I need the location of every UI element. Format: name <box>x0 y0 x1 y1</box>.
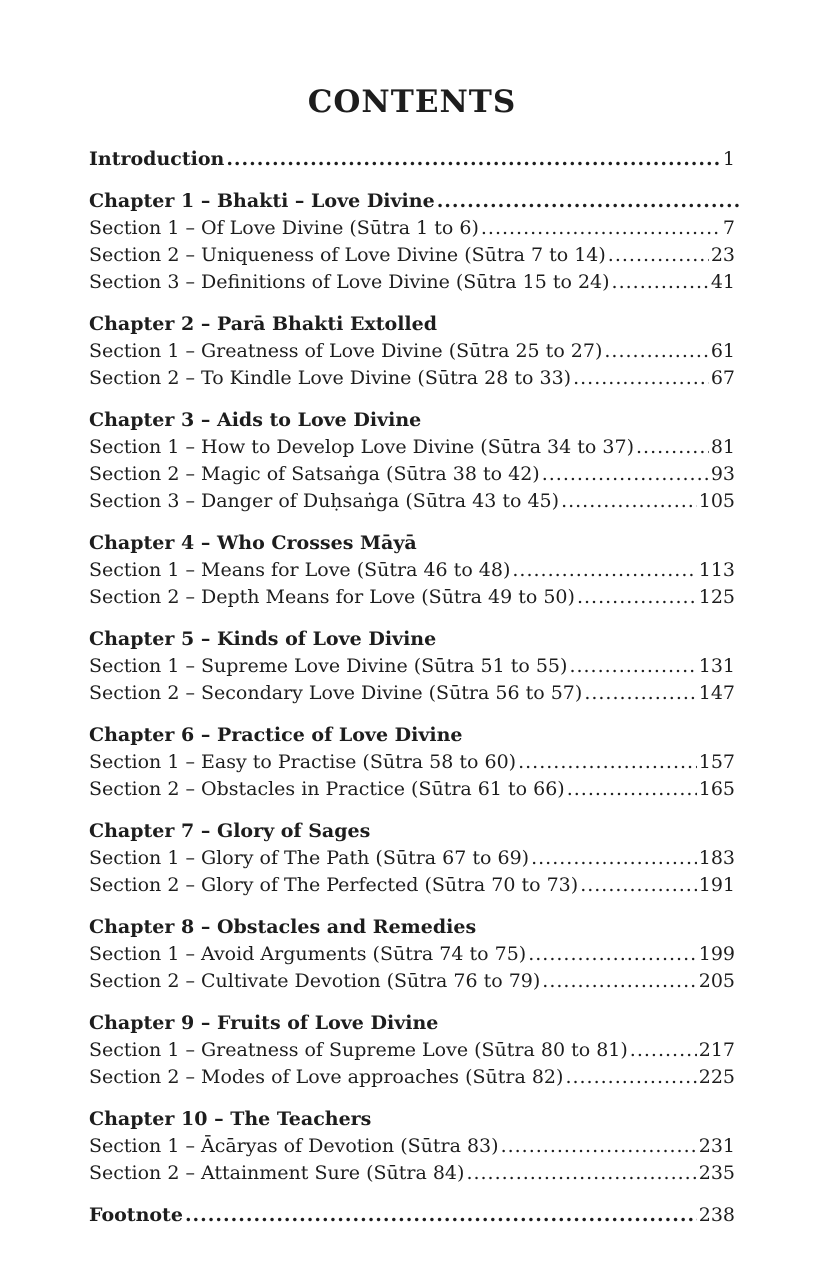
dot-leader <box>612 269 709 296</box>
dot-leader <box>577 584 697 611</box>
toc-page-number: 217 <box>698 1039 735 1061</box>
dot-leader <box>226 146 721 173</box>
toc-entry-section[interactable] <box>89 557 735 584</box>
toc-entry-introduction[interactable] <box>89 146 735 173</box>
toc-page-number: 183 <box>698 847 735 869</box>
chapter-block <box>89 530 735 611</box>
toc-page-number: 7 <box>722 217 735 239</box>
chapter-block <box>89 188 735 296</box>
dot-leader <box>437 188 742 215</box>
dot-leader <box>481 215 721 242</box>
dot-leader <box>542 461 709 488</box>
chapter-heading[interactable] <box>89 914 735 941</box>
chapter-title: Chapter 3 – Aids to Love Divine <box>89 409 422 431</box>
dot-leader <box>569 653 696 680</box>
toc-page-number: 205 <box>698 970 735 992</box>
toc-page-number: 67 <box>710 367 735 389</box>
toc-entry-label: Section 2 – Depth Means for Love (Sūtra 49 to 50) <box>89 586 575 608</box>
chapter-heading[interactable] <box>89 530 735 557</box>
toc-entry-label: Section 2 – Uniqueness of Love Divine (Sūtra 7 to 14) <box>89 244 606 266</box>
chapter-block <box>89 818 735 899</box>
toc-entry-label: Section 2 – Magic of Satsaṅga (Sūtra 38 to 42) <box>89 463 540 485</box>
page-title: CONTENTS <box>307 84 517 120</box>
chapter-title: Chapter 8 – Obstacles and Remedies <box>89 916 477 938</box>
toc-entry-section[interactable] <box>89 269 735 296</box>
toc-page-number: 199 <box>698 943 735 965</box>
toc-page-number: 147 <box>698 682 735 704</box>
chapter-title: Chapter 4 – Who Crosses Māyā <box>89 532 417 554</box>
toc-entry-section[interactable] <box>89 584 735 611</box>
toc-entry-label: Section 2 – Attainment Sure (Sūtra 84) <box>89 1162 465 1184</box>
dot-leader <box>567 776 697 803</box>
toc-entry-section[interactable] <box>89 845 735 872</box>
dot-leader <box>528 941 697 968</box>
dot-leader <box>512 557 696 584</box>
dot-leader <box>604 338 708 365</box>
chapter-title: Chapter 7 – Glory of Sages <box>89 820 371 842</box>
toc-entry-section[interactable] <box>89 968 735 995</box>
toc-entry-section[interactable] <box>89 1037 735 1064</box>
toc-entry-section[interactable] <box>89 872 735 899</box>
toc-entry-label: Section 1 – How to Develop Love Divine (Sūtra 34 to 37) <box>89 436 634 458</box>
chapter-block <box>89 914 735 995</box>
toc-page-number: 225 <box>698 1066 735 1088</box>
dot-leader <box>565 1064 696 1091</box>
chapter-title: Chapter 10 – The Teachers <box>89 1108 372 1130</box>
toc-entry-label: Introduction <box>89 148 225 170</box>
chapter-heading[interactable] <box>89 818 735 845</box>
dot-leader <box>636 434 709 461</box>
toc-entry-label: Section 1 – Greatness of Love Divine (Sūtra 25 to 27) <box>89 340 603 362</box>
toc-page-number: 81 <box>710 436 735 458</box>
dot-leader <box>630 1037 697 1064</box>
chapter-heading[interactable] <box>89 1010 735 1037</box>
toc-entry-label: Section 2 – Cultivate Devotion (Sūtra 76 to 79) <box>89 970 541 992</box>
toc-page-number: 105 <box>698 490 735 512</box>
toc-entry-section[interactable] <box>89 776 735 803</box>
toc-entry-label: Section 3 – Definitions of Love Divine (Sūtra 15 to 24) <box>89 271 610 293</box>
toc-page-number: 238 <box>698 1204 735 1226</box>
toc-entry-section[interactable] <box>89 338 735 365</box>
toc-entry-label: Section 1 – Glory of The Path (Sūtra 67 to 69) <box>89 847 530 869</box>
chapter-title: Chapter 6 – Practice of Love Divine <box>89 724 463 746</box>
toc-entry-section[interactable] <box>89 365 735 392</box>
dot-leader <box>501 1133 697 1160</box>
chapter-title: Chapter 5 – Kinds of Love Divine <box>89 628 437 650</box>
toc-entry-label: Section 1 – Ācāryas of Devotion (Sūtra 83) <box>89 1135 499 1157</box>
chapter-list <box>89 188 735 1187</box>
chapter-heading[interactable] <box>89 722 735 749</box>
toc-page-number: 61 <box>710 340 735 362</box>
toc-entry-section[interactable] <box>89 653 735 680</box>
chapter-heading[interactable] <box>89 188 735 215</box>
toc-entry-label: Section 2 – Modes of Love approaches (Sūtra 82) <box>89 1066 564 1088</box>
chapter-heading[interactable] <box>89 1106 735 1133</box>
toc-page-number: 1 <box>722 148 735 170</box>
toc-entry-footnote[interactable] <box>89 1202 735 1229</box>
dot-leader <box>542 968 696 995</box>
chapter-heading[interactable] <box>89 407 735 434</box>
toc-entry-label: Section 1 – Easy to Practise (Sūtra 58 to 60) <box>89 751 517 773</box>
dot-leader <box>584 680 696 707</box>
toc-entry-label: Section 1 – Avoid Arguments (Sūtra 74 to 75) <box>89 943 527 965</box>
toc-entry-label: Section 2 – Obstacles in Practice (Sūtra 61 to 66) <box>89 778 565 800</box>
toc-entry-label: Section 1 – Of Love Divine (Sūtra 1 to 6) <box>89 217 479 239</box>
chapter-heading[interactable] <box>89 626 735 653</box>
chapter-title: Chapter 9 – Fruits of Love Divine <box>89 1012 439 1034</box>
dot-leader <box>580 872 697 899</box>
dot-leader <box>531 845 697 872</box>
chapter-block <box>89 722 735 803</box>
toc-entry-section[interactable] <box>89 434 735 461</box>
toc-entry-section[interactable] <box>89 680 735 707</box>
dot-leader <box>185 1202 697 1229</box>
toc-entry-label: Section 2 – Glory of The Perfected (Sūtra 70 to 73) <box>89 874 579 896</box>
chapter-title: Chapter 2 – Parā Bhakti Extolled <box>89 313 438 335</box>
dot-leader <box>466 1160 696 1187</box>
chapter-block <box>89 1106 735 1187</box>
toc-page-number: 125 <box>698 586 735 608</box>
toc-entry-section[interactable] <box>89 941 735 968</box>
toc-page-number: 131 <box>698 655 735 677</box>
dot-leader <box>608 242 709 269</box>
toc-entry-section[interactable] <box>89 215 735 242</box>
toc-entry-section[interactable] <box>89 1133 735 1160</box>
chapter-title: Chapter 1 – Bhakti – Love Divine <box>89 190 435 212</box>
toc-entry-section[interactable] <box>89 1064 735 1091</box>
contents-page <box>89 84 735 1229</box>
chapter-block <box>89 407 735 515</box>
chapter-block <box>89 311 735 392</box>
toc-entry-label: Section 3 – Danger of Duḥsaṅga (Sūtra 43 to 45) <box>89 490 560 512</box>
dot-leader <box>573 365 709 392</box>
toc-page-number: 165 <box>698 778 735 800</box>
chapter-block <box>89 1010 735 1091</box>
toc-entry-label: Section 2 – To Kindle Love Divine (Sūtra 28 to 33) <box>89 367 572 389</box>
toc-entry-section[interactable] <box>89 242 735 269</box>
toc-page-number: 41 <box>710 271 735 293</box>
dot-leader <box>561 488 697 515</box>
toc-entry-section[interactable] <box>89 461 735 488</box>
toc-entry-label: Footnote <box>89 1204 183 1226</box>
toc-page-number: 93 <box>710 463 735 485</box>
dot-leader <box>518 749 697 776</box>
toc-page-number: 113 <box>698 559 735 581</box>
toc-page-number: 231 <box>698 1135 735 1157</box>
chapter-block <box>89 626 735 707</box>
toc-page-number: 235 <box>698 1162 735 1184</box>
toc-page-number: 191 <box>698 874 735 896</box>
toc-entry-section[interactable] <box>89 1160 735 1187</box>
toc-entry-label: Section 2 – Secondary Love Divine (Sūtra 56 to 57) <box>89 682 583 704</box>
toc-entry-label: Section 1 – Means for Love (Sūtra 46 to 48) <box>89 559 511 581</box>
toc-page-number: 157 <box>698 751 735 773</box>
toc-page-number: 23 <box>710 244 735 266</box>
toc-entry-label: Section 1 – Supreme Love Divine (Sūtra 51 to 55) <box>89 655 568 677</box>
toc-entry-section[interactable] <box>89 749 735 776</box>
toc-entry-label: Section 1 – Greatness of Supreme Love (Sūtra 80 to 81) <box>89 1039 628 1061</box>
toc-entry-section[interactable] <box>89 488 735 515</box>
chapter-heading[interactable] <box>89 311 735 338</box>
